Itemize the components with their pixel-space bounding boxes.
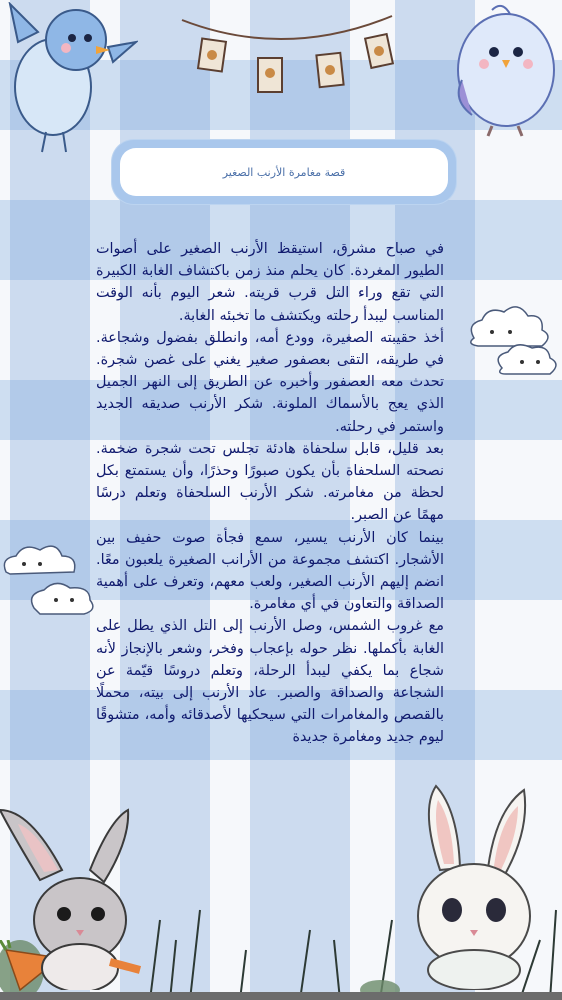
cloud-left-icon (0, 538, 100, 628)
story-paragraph: أخذ حقيبته الصغيرة، وودع أمه، وانطلق بفضول وشجاعة. في طريقه، التقى بعصفور صغير يغني على غصن شجرة. تحدث معه العصفور وأخبره عن الطريق إلى النهر الجميل الذي يعج بالأسماك الملونة. شكر الأرنب صديقه الجديد واستمر في رحلته. (96, 329, 444, 435)
cloud-right-icon (462, 298, 562, 390)
photo-garland-icon (180, 10, 395, 105)
title-banner (112, 140, 456, 204)
rabbit-white-icon (400, 780, 550, 990)
bird-right-icon (452, 0, 560, 140)
story-paragraph: بينما كان الأرنب يسير، سمع فجأة صوت حفيف بين الأشجار. اكتشف مجموعة من الأرانب الصغيرة يلعبون معًا. انضم إليهم الأرنب الصغير، ولعب معهم، وتعرف على أهمية الصداقة والتعاون في أي مغامرة. (96, 529, 444, 613)
rabbit-gray-icon (0, 790, 160, 990)
story-paragraph: بعد قليل، قابل سلحفاة هادئة تجلس تحت شجرة ضخمة. نصحته السلحفاة بأن يكون صبورًا وحذرًا، وأن يستمتع بكل لحظة من مغامرته. شكر الأرنب السلحفاة وتعلم درسًا مهمًا عن الصبر. (96, 440, 444, 524)
page-title: قصة مغامرة الأرنب الصغير (120, 148, 448, 196)
bird-left-icon (8, 2, 138, 157)
story-paragraph: في صباح مشرق، استيقظ الأرنب الصغير على أصوات الطيور المغردة. كان يحلم منذ زمن باكتشاف الغابة الكبيرة التي تقع وراء التل قرب قريته. شعر اليوم بأنه الوقت المناسب ليبدأ رحلته ويكتشف ما تخبئه الغابة. (96, 241, 444, 324)
story-paragraph: مع غروب الشمس، وصل الأرنب إلى التل الذي يطل على الغابة بأكملها. نظر حوله بإعجاب وفخر، وشعر بالإنجاز لأنه شجاع بما يكفي ليبدأ الرحلة، وتعلم دروسًا قيّمة عن الشجاعة والصداقة والصبر. عاد الأرنب إلى بيته، محملًا بالقصص والمغامرات التي سيحكيها لأصدقائه وأمه، متشوقًا ليوم جديد ومغامرة جديدة (96, 618, 444, 746)
story-text (96, 238, 444, 749)
